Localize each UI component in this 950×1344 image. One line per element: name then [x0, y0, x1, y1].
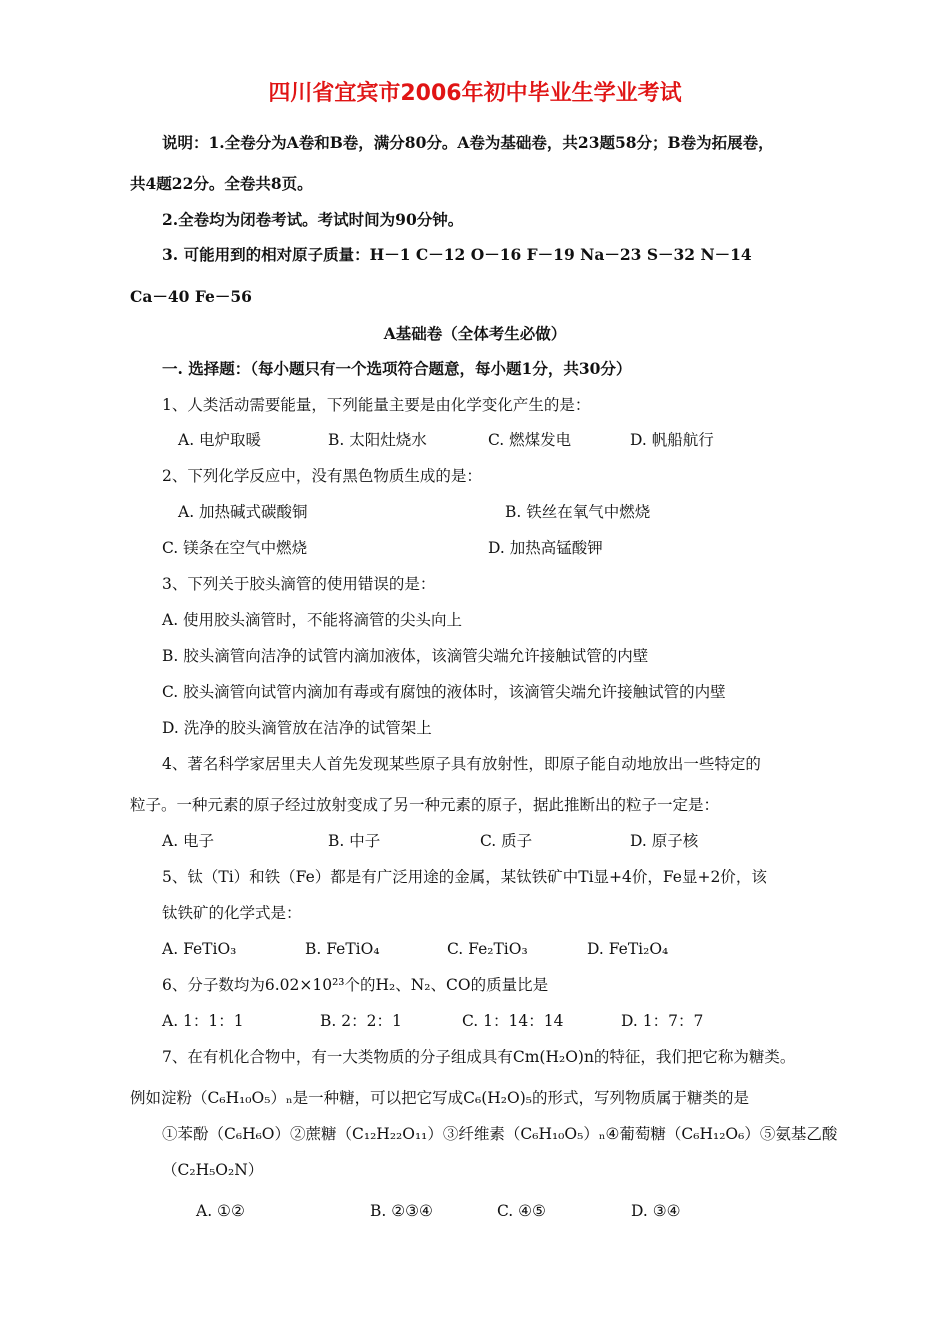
part1-header: 一. 选择题：（每小题只有一个选项符合题意，每小题1分，共30分）: [162, 359, 632, 378]
q3-option-b: B. 胶头滴管向洁净的试管内滴加液体，该滴管尖端允许接触试管的内壁: [162, 647, 649, 665]
q7-stem-line-1: 7、在有机化合物中，有一大类物质的分子组成具有Cm(H₂O)n的特征，我们把它称为糖类。: [162, 1048, 796, 1066]
q7-items-line-2: （C₂H₅O₂N）: [162, 1161, 264, 1179]
q3-option-c: C. 胶头滴管向试管内滴加有毒或有腐蚀的液体时，该滴管尖端允许接触试管的内壁: [162, 683, 726, 701]
q2-stem: 2、下列化学反应中，没有黑色物质生成的是：: [162, 467, 482, 485]
q7-option-d: D. ③④: [631, 1202, 681, 1220]
q2-option-d: D. 加热高锰酸钾: [488, 539, 603, 557]
q5-option-b: [305, 939, 380, 959]
q5-stem-line-1: 5、钛（Ti）和铁（Fe）都是有广泛用途的金属，某钛铁矿中Ti显+4价，Fe显+2价，该: [162, 868, 767, 886]
q1-option-a: A. 电炉取暖: [178, 431, 262, 449]
q6-option-a: A. 1：1：1: [162, 1012, 244, 1030]
q4-option-b: B. 中子: [328, 832, 381, 850]
q6-stem: 6、分子数均为6.02×10²³个的H₂、N₂、CO的质量比是: [162, 976, 549, 994]
q5-option-c: [447, 939, 528, 959]
q5-option-d: [587, 939, 668, 959]
q5-option-b-label: B.: [305, 940, 327, 958]
q1-option-b: B. 太阳灶烧水: [328, 431, 427, 449]
section-title: A基础卷（全体考生必做）: [383, 324, 567, 343]
q3-option-a: A. 使用胶头滴管时，不能将滴管的尖头向上: [162, 611, 463, 629]
q7-option-a: A. ①②: [196, 1202, 245, 1220]
q4-option-d: D. 原子核: [630, 832, 699, 850]
q5-option-c-label: C.: [447, 940, 469, 958]
instructions-line-2: 共4题22分。全卷共8页。: [130, 174, 313, 193]
q3-option-d: D. 洗净的胶头滴管放在洁净的试管架上: [162, 719, 432, 737]
q6-option-c: C. 1：14：14: [462, 1012, 564, 1030]
instructions-line-3: 2.全卷均为闭卷考试。考试时间为90分钟。: [162, 210, 464, 229]
q5-option-a-formula: FeTiO₃: [183, 940, 237, 958]
q4-stem-line-2: 粒子。一种元素的原子经过放射变成了另一种元素的原子，据此推断出的粒子一定是：: [130, 796, 720, 814]
q6-option-b: B. 2：2：1: [320, 1012, 402, 1030]
q5-option-d-formula: FeTi₂O₄: [608, 940, 669, 958]
q4-stem-line-1: 4、著名科学家居里夫人首先发现某些原子具有放射性，即原子能自动地放出一些特定的: [162, 755, 761, 773]
q5-option-d-label: D.: [587, 940, 609, 958]
q7-option-b: B. ②③④: [370, 1202, 433, 1220]
q5-option-b-formula: FeTiO₄: [326, 940, 380, 958]
q5-stem-line-2: 钛铁矿的化学式是：: [162, 904, 302, 922]
q5-option-c-formula: Fe₂TiO₃: [468, 940, 528, 958]
q1-stem: 1、人类活动需要能量，下列能量主要是由化学变化产生的是：: [162, 396, 591, 414]
q4-option-c: C. 质子: [480, 832, 533, 850]
exam-title: 四川省宜宾市2006年初中毕业生学业考试: [268, 81, 682, 106]
q2-option-b: B. 铁丝在氧气中燃烧: [505, 503, 651, 521]
instructions-line-5: Ca－40 Fe－56: [130, 287, 252, 306]
instructions-line-1: 说明：1.全卷分为A卷和B卷，满分80分。A卷为基础卷，共23题58分；B卷为拓展卷，: [162, 133, 774, 152]
q2-option-a: A. 加热碱式碳酸铜: [178, 503, 308, 521]
q6-option-d: D. 1：7：7: [621, 1012, 704, 1030]
instructions-line-4: 3. 可能用到的相对原子质量：H－1 C－12 O－16 F－19 Na－23 S－32 N－14: [162, 245, 752, 264]
q5-option-a-label: A.: [162, 940, 184, 958]
q7-stem-line-2: 例如淀粉（C₆H₁₀O₅）ₙ是一种糖，可以把它写成C₆(H₂O)₅的形式，写列物质属于糖类的是: [130, 1089, 749, 1107]
q3-stem: 3、下列关于胶头滴管的使用错误的是：: [162, 575, 436, 593]
q7-items-line-1: ①苯酚（C₆H₆O）②蔗糖（C₁₂H₂₂O₁₁）③纤维素（C₆H₁₀O₅）ₙ④葡萄糖（C₆H₁₂O₆）⑤氨基乙酸: [162, 1125, 838, 1143]
q1-option-c: C. 燃煤发电: [488, 431, 572, 449]
q1-option-d: D. 帆船航行: [630, 431, 714, 449]
q4-option-a: A. 电子: [162, 832, 215, 850]
q5-option-a: [162, 939, 236, 959]
q7-option-c: C. ④⑤: [497, 1202, 546, 1220]
q2-option-c: C. 镁条在空气中燃烧: [162, 539, 308, 557]
